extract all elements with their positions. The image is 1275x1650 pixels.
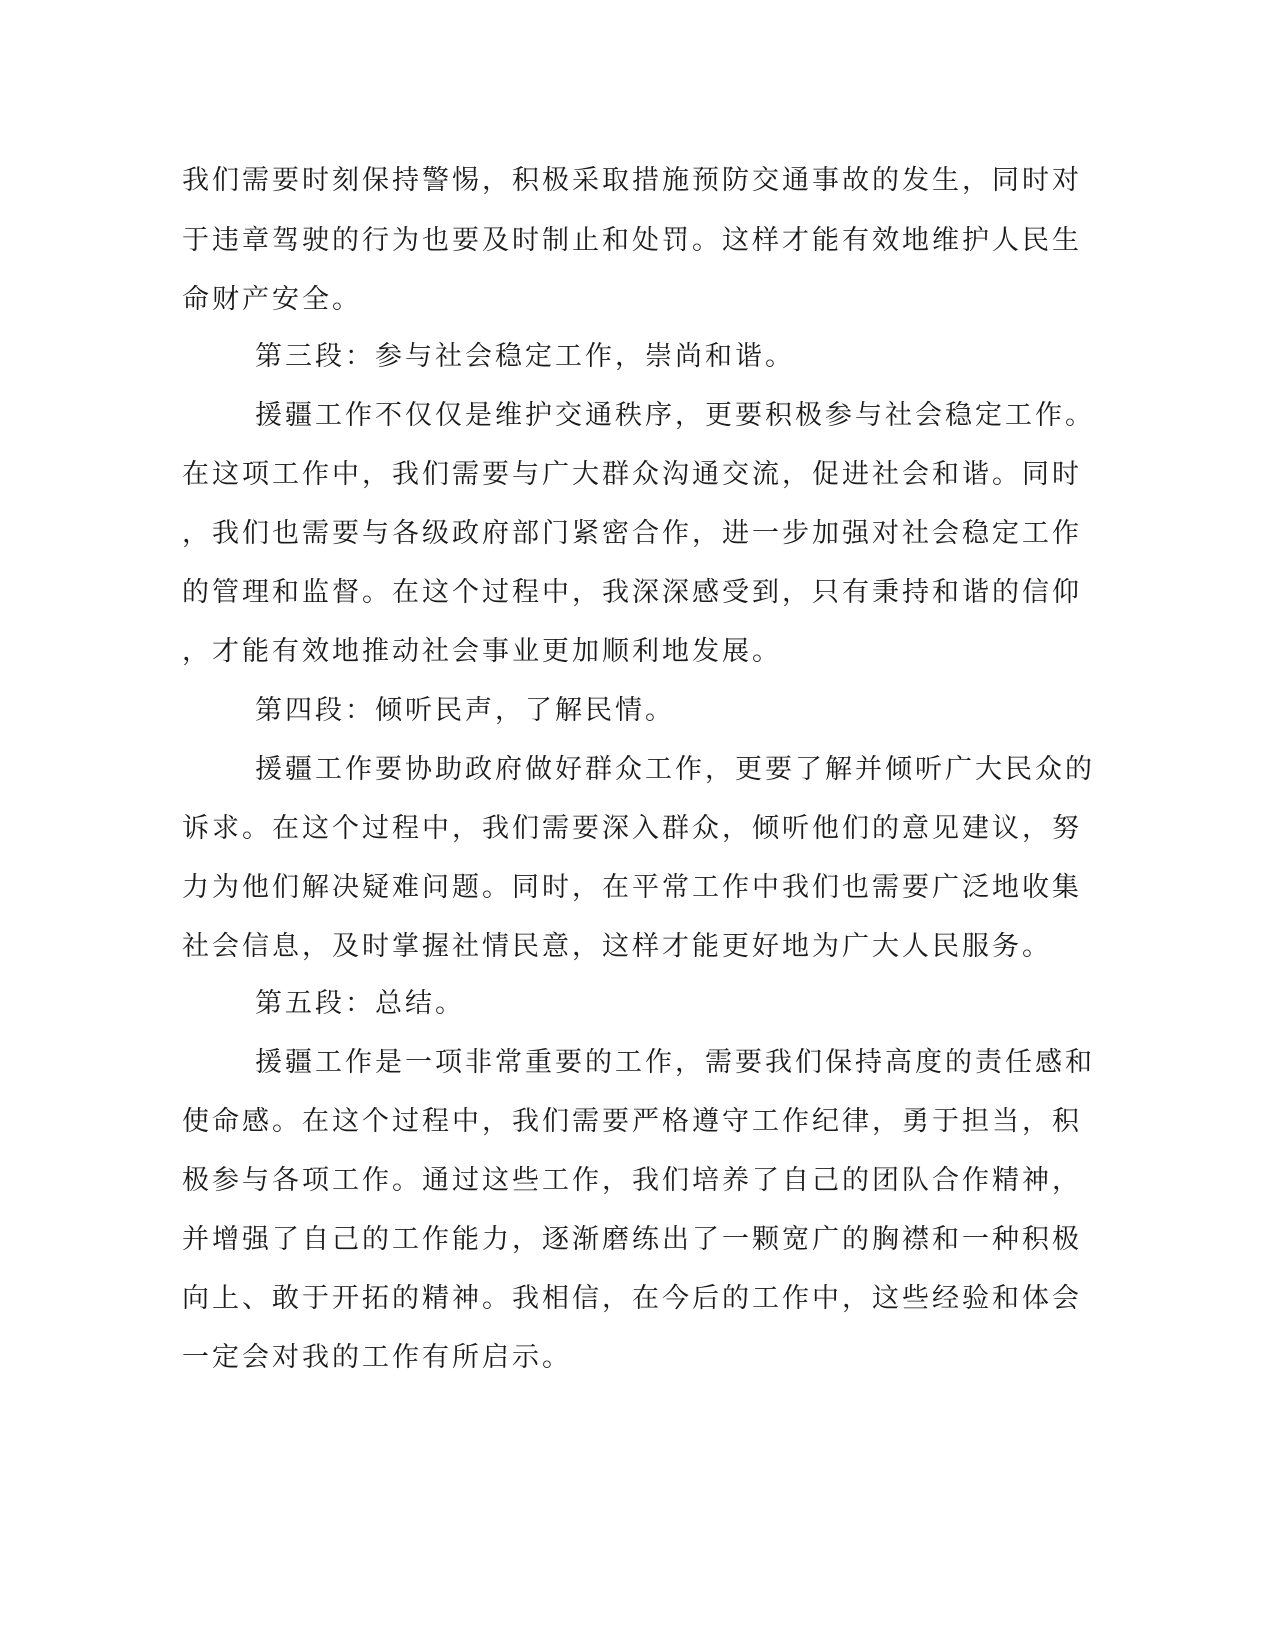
text-line: 力为他们解决疑难问题。同时，在平常工作中我们也需要广泛地收集 bbox=[182, 872, 1082, 903]
text-line: 极参与各项工作。通过这些工作，我们培养了自己的团队合作精神， bbox=[182, 1165, 1082, 1196]
text-line: 于违章驾驶的行为也要及时制止和处罚。这样才能有效地维护人民生 bbox=[182, 225, 1082, 256]
text-line: 一定会对我的工作有所启示。 bbox=[182, 1342, 572, 1373]
text-line: 援疆工作要协助政府做好群众工作，更要了解并倾听广大民众的 bbox=[255, 754, 1095, 785]
text-line: 在这项工作中，我们需要与广大群众沟通交流，促进社会和谐。同时 bbox=[182, 459, 1082, 490]
text-line: 的管理和监督。在这个过程中，我深深感受到，只有秉持和谐的信仰 bbox=[182, 577, 1082, 608]
text-line: 向上、敢于开拓的精神。我相信，在今后的工作中，这些经验和体会 bbox=[182, 1283, 1082, 1314]
text-line: 社会信息，及时掌握社情民意，这样才能更好地为广大人民服务。 bbox=[182, 931, 1052, 962]
text-line: ，才能有效地推动社会事业更加顺利地发展。 bbox=[182, 636, 782, 667]
text-line: 援疆工作不仅仅是维护交通秩序，更要积极参与社会稳定工作。 bbox=[255, 400, 1095, 431]
section-heading-5: 第五段：总结。 bbox=[255, 988, 465, 1019]
text-line: 命财产安全。 bbox=[182, 284, 362, 315]
text-line: 援疆工作是一项非常重要的工作，需要我们保持高度的责任感和 bbox=[255, 1047, 1095, 1078]
text-line: 我们需要时刻保持警惕，积极采取措施预防交通事故的发生，同时对 bbox=[182, 165, 1082, 196]
text-line: 使命感。在这个过程中，我们需要严格遵守工作纪律，勇于担当，积 bbox=[182, 1106, 1082, 1137]
text-line: 并增强了自己的工作能力，逐渐磨练出了一颗宽广的胸襟和一种积极 bbox=[182, 1224, 1082, 1255]
text-line: ，我们也需要与各级政府部门紧密合作，进一步加强对社会稳定工作 bbox=[182, 518, 1082, 549]
text-line: 诉求。在这个过程中，我们需要深入群众，倾听他们的意见建议，努 bbox=[182, 813, 1082, 844]
section-heading-4: 第四段：倾听民声，了解民情。 bbox=[255, 695, 675, 726]
section-heading-3: 第三段：参与社会稳定工作，崇尚和谐。 bbox=[255, 341, 795, 372]
